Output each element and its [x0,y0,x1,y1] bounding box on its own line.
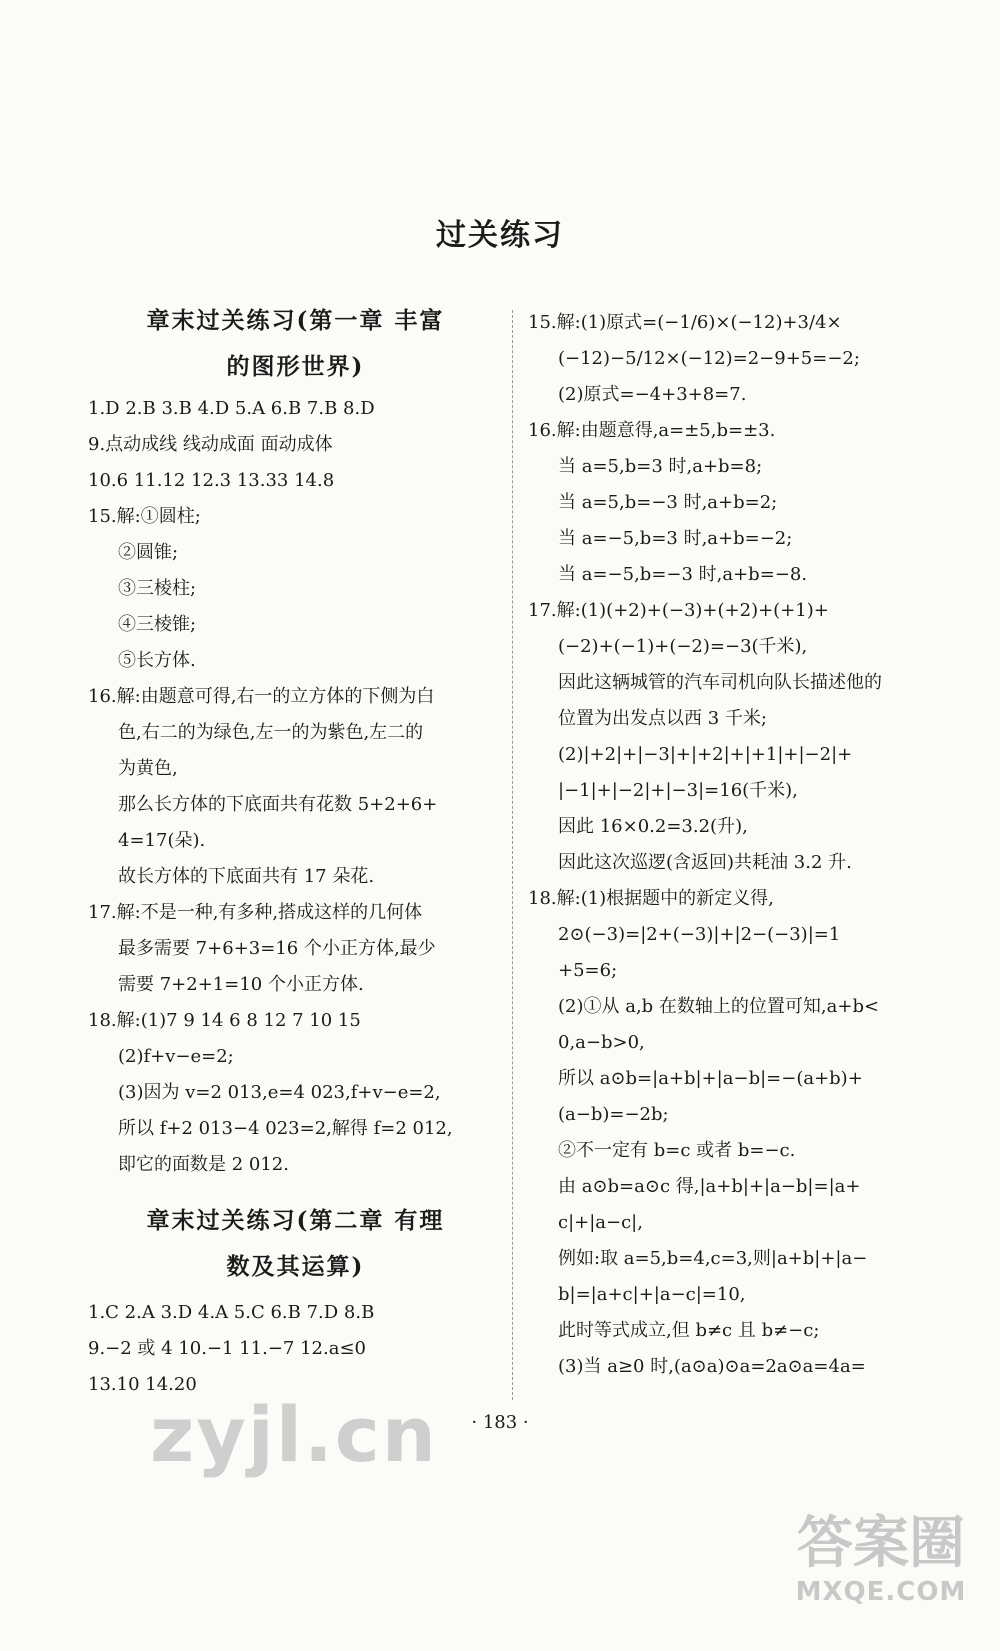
answer-line: 当 a=5,b=3 时,a+b=8; [558,456,763,477]
answer-line: 需要 7+2+1=10 个小正方体. [118,974,364,995]
section-title-line: 数及其运算) [226,1253,365,1280]
answer-line: ②不一定有 b=c 或者 b=−c. [558,1140,796,1161]
answer-line: 1.D 2.B 3.B 4.D 5.A 6.B 7.B 8.D [88,398,375,419]
answer-line: (3)因为 v=2 013,e=4 023,f+v−e=2, [118,1082,441,1103]
answer-line: (2)原式=−4+3+8=7. [558,384,747,405]
answer-line: 18.解:(1)7 9 14 6 8 12 7 10 15 [88,1010,361,1031]
answer-line: 16.解:由题意得,a=±5,b=±3. [528,420,776,441]
answer-line: 10.6 11.12 12.3 13.33 14.8 [88,470,335,491]
answer-line: 0,a−b>0, [558,1032,645,1053]
section-title-chapter1 [88,305,503,383]
page-title: 过关练习 [436,218,564,253]
section-title-line: 章末过关练习(第一章 丰富 [146,307,445,334]
answer-line: b|=|a+c|+|a−c|=10, [558,1284,746,1305]
answer-line: 位置为出发点以西 3 千米; [558,708,767,729]
answer-line: |−1|+|−2|+|−3|=16(千米), [558,780,798,801]
answer-line: 即它的面数是 2 012. [118,1154,289,1175]
watermark: zyjl.cn [150,1390,438,1479]
answer-line: (2)f+v−e=2; [118,1046,234,1067]
answer-line: 因此这次巡逻(含返回)共耗油 3.2 升. [558,852,852,873]
answer-line: 此时等式成立,但 b≠c 且 b≠−c; [558,1320,820,1341]
logo-url: MXQE.COM [795,1577,967,1607]
answer-line: 所以 f+2 013−4 023=2,解得 f=2 012, [118,1118,453,1139]
answer-line: ②圆锥; [118,542,179,563]
answer-line: (2)|+2|+|−3|+|+2|+|+1|+|−2|+ [558,744,853,765]
answer-line: 当 a=−5,b=3 时,a+b=−2; [558,528,793,549]
answer-line: 因此这辆城管的汽车司机向队长描述他的 [558,672,882,693]
answer-line: 当 a=−5,b=−3 时,a+b=−8. [558,564,808,585]
answer-line: 13.10 14.20 [88,1374,197,1395]
answer-line: 最多需要 7+6+3=16 个小正方体,最少 [118,938,436,959]
answer-line: (a−b)=−2b; [558,1104,669,1125]
right-column [528,305,950,1385]
answer-line: 那么长方体的下底面共有花数 5+2+6+ [118,794,438,815]
column-divider [512,310,513,1400]
answer-line: c|+|a−c|, [558,1212,643,1233]
answer-line: (3)当 a≥0 时,(a⊙a)⊙a=2a⊙a=4a= [558,1356,866,1377]
answer-line: ④三棱锥; [118,614,197,635]
answer-line: (−2)+(−1)+(−2)=−3(千米), [558,636,808,657]
answer-line: +5=6; [558,960,618,981]
section-title-line: 的图形世界) [226,353,365,380]
answer-line: 因此 16×0.2=3.2(升), [558,816,748,837]
answer-line: ⑤长方体. [118,650,196,671]
site-logo [786,1511,976,1621]
answer-line: 2⊙(−3)=|2+(−3)|+|2−(−3)|=1 [558,924,841,945]
answer-line: 4=17(朵). [118,830,206,851]
answer-line: 当 a=5,b=−3 时,a+b=2; [558,492,778,513]
left-column [88,305,503,1403]
answer-line: 故长方体的下底面共有 17 朵花. [118,866,375,887]
answer-line: 所以 a⊙b=|a+b|+|a−b|=−(a+b)+ [558,1068,863,1089]
answer-line: (2)①从 a,b 在数轴上的位置可知,a+b< [558,996,880,1017]
answer-line: ③三棱柱; [118,578,197,599]
answer-line: 15.解:(1)原式=(−1/6)×(−12)+3/4× [528,312,842,333]
answer-line: 为黄色, [118,758,178,779]
page-number: · 183 · [471,1412,529,1433]
answer-line: 17.解:不是一种,有多种,搭成这样的几何体 [88,902,423,923]
answer-line: 色,右二的为绿色,左一的为紫色,左二的 [118,722,424,743]
answer-line: 1.C 2.A 3.D 4.A 5.C 6.B 7.D 8.B [88,1302,375,1323]
answer-line: 9.点动成线 线动成面 面动成体 [88,434,333,455]
answer-line: 9.−2 或 4 10.−1 11.−7 12.a≤0 [88,1338,366,1359]
answer-line: 18.解:(1)根据题中的新定义得, [528,888,774,909]
answer-line: 例如:取 a=5,b=4,c=3,则|a+b|+|a− [558,1248,868,1269]
logo-text: 答案圈 [797,1511,965,1576]
section-title-chapter2 [88,1205,503,1283]
section-title-line: 章末过关练习(第二章 有理 [146,1207,445,1234]
answer-line: 15.解:①圆柱; [88,506,201,527]
answer-line: (−12)−5/12×(−12)=2−9+5=−2; [558,348,860,369]
answer-line: 17.解:(1)(+2)+(−3)+(+2)+(+1)+ [528,600,829,621]
answer-line: 由 a⊙b=a⊙c 得,|a+b|+|a−b|=|a+ [558,1176,861,1197]
answer-line: 16.解:由题意可得,右一的立方体的下侧为白 [88,686,435,707]
